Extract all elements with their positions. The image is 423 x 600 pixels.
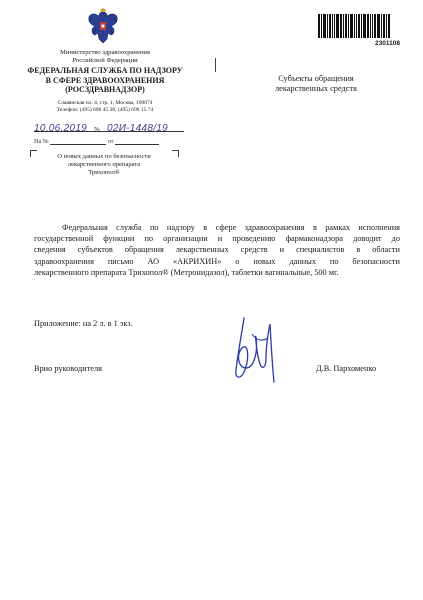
- letter-body: [34, 222, 400, 278]
- coat-of-arms-emblem: [86, 8, 120, 46]
- registration-line: [34, 118, 194, 132]
- registration-number-sign: №: [94, 126, 100, 133]
- agency-line: ФЕДЕРАЛЬНАЯ СЛУЖБА ПО НАДЗОРУ: [27, 66, 183, 75]
- recipient-line: лекарственных средств: [275, 84, 357, 93]
- body-line: сведения субъектов обращения лекарственных средств и специалистов в области: [34, 245, 400, 255]
- address-line: Славянская пл. 4, стр. 1, Москва, 109074: [57, 100, 153, 106]
- subject-line: Трихопол®: [88, 169, 120, 176]
- address-line: Телефон: (495) 698 45 38; (495) 698 15 74: [56, 107, 154, 113]
- subject-line: лекарственного препарата: [67, 161, 141, 168]
- reference-line: [34, 138, 159, 145]
- registration-underline: [34, 131, 184, 133]
- agency-address: [0, 100, 210, 114]
- body-line: здравоохранения письмо АО «АКРИХИН» о новых данных по безопасности: [34, 256, 400, 266]
- agency-name: [0, 66, 210, 95]
- ministry-line: Российской Федерации: [72, 57, 138, 64]
- reference-label: На №: [34, 138, 49, 145]
- body-line: Федеральная служба по надзору в сфере здравоохранения в рамках исполнения: [62, 223, 400, 232]
- attachment-note: Приложение: на 2 л. в 1 экз.: [34, 319, 133, 328]
- recipient-line: Субъекты обращения: [278, 74, 354, 83]
- agency-line: (РОСЗДРАВНАДЗОР): [65, 85, 145, 94]
- signatory-name: Д.В. Пархоменко: [316, 364, 377, 373]
- recipient-block: [256, 74, 376, 94]
- margin-mark: [215, 58, 216, 72]
- barcode: [318, 14, 400, 38]
- subject-block: [32, 153, 176, 177]
- reference-from-label: от: [107, 138, 114, 145]
- handwritten-signature: [226, 312, 286, 388]
- signatory-position: Врио руководителя: [34, 364, 102, 373]
- reference-date-blank: [115, 138, 159, 145]
- registration-number: 02И-1448/19: [106, 123, 169, 134]
- barcode-number: 2301108: [375, 40, 400, 47]
- ministry-name: [0, 49, 210, 65]
- reference-blank: [50, 138, 106, 145]
- body-line: лекарственного препарата Трихопол® (Метронидазол), таблетки вагинальные, 500 мг.: [34, 267, 339, 277]
- agency-line: В СФЕРЕ ЗДРАВООХРАНЕНИЯ: [45, 75, 165, 85]
- registration-date: 10.06.2019: [34, 123, 88, 134]
- body-line: государственной функции по организации и проведению фармаконадзора доводит до: [34, 234, 400, 244]
- subject-line: О новых данных по безопасности: [57, 153, 151, 160]
- ministry-line: Министерство здравоохранения: [60, 49, 150, 56]
